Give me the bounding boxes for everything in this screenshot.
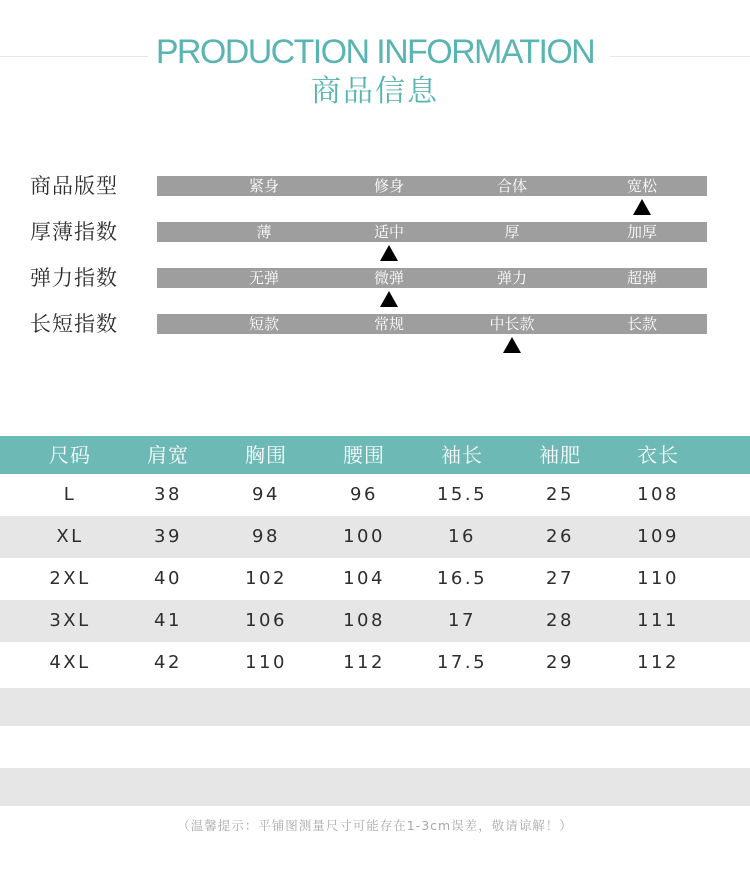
- column-header: 袖肥: [539, 443, 581, 467]
- table-cell: 15.5: [436, 484, 488, 505]
- index-label: 厚薄指数: [30, 220, 118, 244]
- table-cell: 104: [343, 568, 385, 589]
- index-option: 长款: [626, 315, 657, 333]
- index-option: 修身: [373, 177, 404, 195]
- index-scale-bar: [157, 222, 707, 242]
- table-cell: 110: [637, 568, 679, 589]
- table-cell: 41: [154, 610, 182, 631]
- index-option: 微弹: [373, 269, 404, 287]
- index-row-thickness: [0, 218, 750, 258]
- table-cell: 100: [343, 526, 385, 547]
- table-cell: 112: [637, 652, 679, 673]
- index-row-elasticity: [0, 264, 750, 304]
- table-row: [0, 600, 750, 642]
- table-cell: 40: [154, 568, 182, 589]
- table-cell: 16: [448, 526, 476, 547]
- index-option: 加厚: [626, 223, 657, 241]
- table-cell: 16.5: [436, 568, 488, 589]
- table-filler-row: [0, 688, 750, 726]
- table-cell: L: [63, 484, 77, 505]
- selection-marker-icon: [633, 199, 651, 215]
- column-header: 衣长: [637, 443, 679, 467]
- table-cell: 108: [343, 610, 385, 631]
- index-option: 中长款: [489, 315, 535, 333]
- table-cell: 3XL: [49, 610, 91, 631]
- selection-marker-icon: [380, 245, 398, 261]
- column-header: 尺码: [49, 443, 91, 467]
- index-row-length: [0, 310, 750, 350]
- table-cell: 94: [252, 484, 280, 505]
- index-label: 长短指数: [30, 312, 118, 336]
- table-row: [0, 474, 750, 516]
- column-header: 肩宽: [147, 443, 189, 467]
- table-filler-row: [0, 768, 750, 806]
- index-option: 宽松: [626, 177, 657, 195]
- title-english: PRODUCTION INFORMATION: [155, 33, 595, 71]
- table-cell: 112: [343, 652, 385, 673]
- table-header: [0, 436, 750, 474]
- table-cell: 28: [546, 610, 574, 631]
- index-option: 紧身: [248, 177, 279, 195]
- column-header: 腰围: [343, 443, 385, 467]
- table-cell: 106: [245, 610, 287, 631]
- table-cell: 17.5: [436, 652, 488, 673]
- table-cell: 111: [637, 610, 679, 631]
- title-chinese: 商品信息: [311, 74, 439, 109]
- index-option: 薄: [256, 223, 272, 241]
- table-cell: 98: [252, 526, 280, 547]
- index-option: 弹力: [496, 269, 527, 287]
- selection-marker-icon: [503, 337, 521, 353]
- index-option: 常规: [373, 315, 404, 333]
- column-header: 胸围: [245, 443, 287, 467]
- index-label: 商品版型: [30, 174, 118, 198]
- table-cell: 42: [154, 652, 182, 673]
- table-cell: 39: [154, 526, 182, 547]
- index-option: 短款: [248, 315, 279, 333]
- table-row: [0, 558, 750, 600]
- index-row-fit: [0, 172, 750, 212]
- table-row: [0, 642, 750, 684]
- index-scale-bar: [157, 176, 707, 196]
- index-option: 厚: [504, 223, 520, 241]
- selection-marker-icon: [380, 291, 398, 307]
- table-cell: 29: [546, 652, 574, 673]
- column-header: 袖长: [441, 443, 483, 467]
- index-option: 合体: [496, 177, 527, 195]
- table-cell: 2XL: [49, 568, 91, 589]
- index-option: 无弹: [248, 269, 279, 287]
- table-row: [0, 516, 750, 558]
- index-scale-bar: [157, 314, 707, 334]
- table-cell: 17: [448, 610, 476, 631]
- table-cell: XL: [56, 526, 84, 547]
- index-label: 弹力指数: [30, 266, 118, 290]
- table-cell: 110: [245, 652, 287, 673]
- table-cell: 38: [154, 484, 182, 505]
- table-cell: 108: [637, 484, 679, 505]
- table-cell: 27: [546, 568, 574, 589]
- index-option: 超弹: [626, 269, 657, 287]
- table-cell: 26: [546, 526, 574, 547]
- index-scale-bar: [157, 268, 707, 288]
- table-cell: 109: [637, 526, 679, 547]
- footer-note: （温馨提示：平铺图测量尺寸可能存在1-3cm误差，敬请谅解！）: [177, 818, 573, 833]
- index-option: 适中: [373, 223, 404, 241]
- size-table: [0, 436, 750, 684]
- table-cell: 96: [350, 484, 378, 505]
- table-cell: 4XL: [49, 652, 91, 673]
- table-cell: 25: [546, 484, 574, 505]
- table-cell: 102: [245, 568, 287, 589]
